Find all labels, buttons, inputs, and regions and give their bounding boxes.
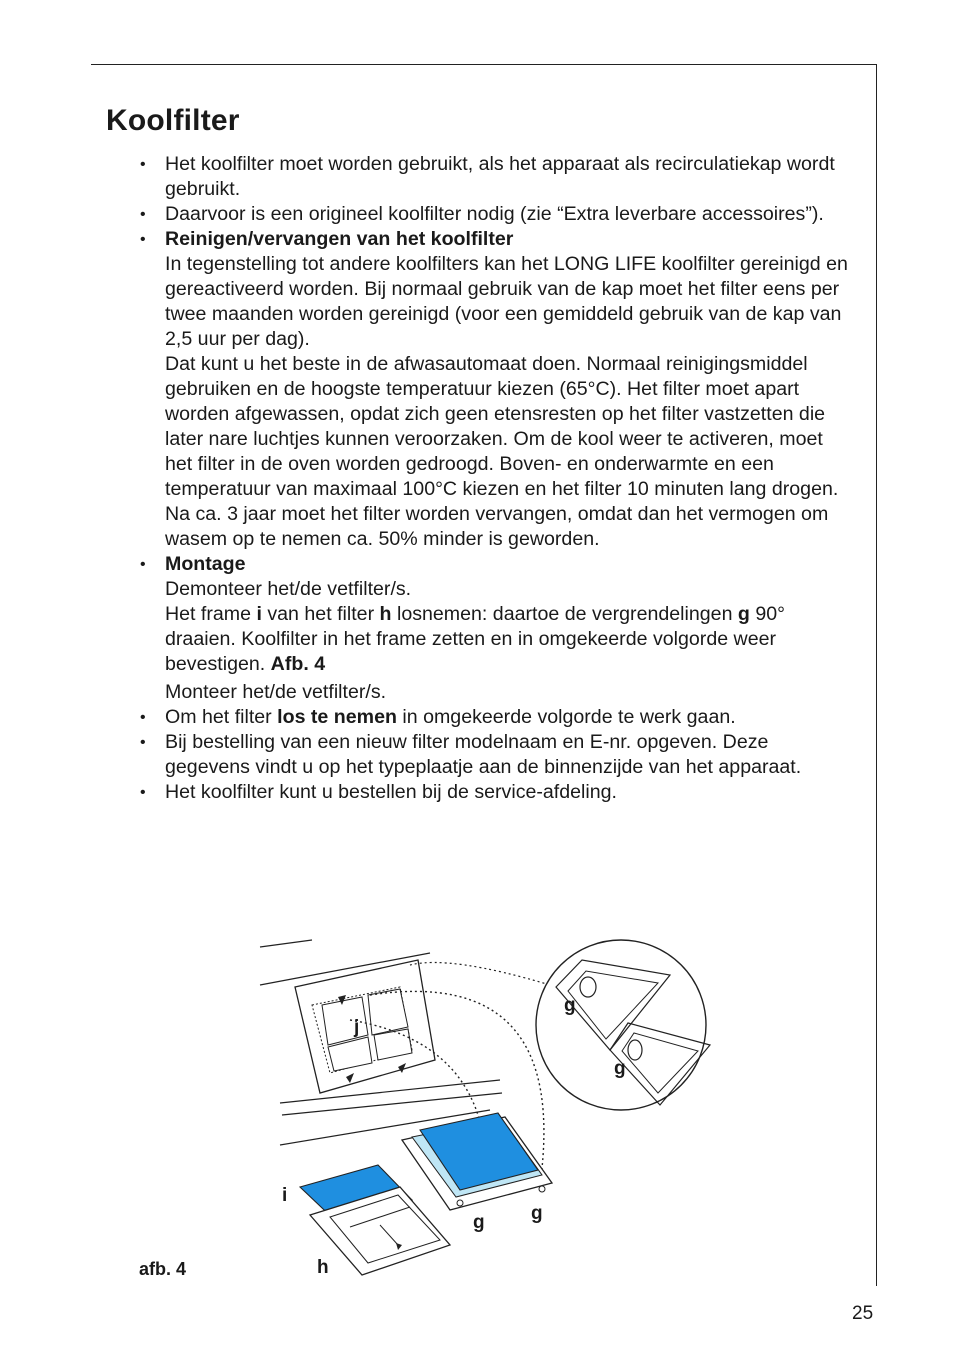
page-title: Koolfilter xyxy=(106,104,240,137)
label-i: i xyxy=(282,1185,288,1206)
label-g-2: g xyxy=(531,1203,543,1224)
label-j: j xyxy=(354,1017,360,1038)
list-item: • Om het filter los te nemen in omgekeerde volgorde te werk gaan. xyxy=(138,705,850,730)
label-g-1: g xyxy=(473,1212,485,1233)
list-item: • Het koolfilter kunt u bestellen bij de service-afdeling. xyxy=(138,780,850,805)
paragraph: Het frame i van het filter h losnemen: daartoe de vergrendelingen g 90° draaien. Koolfilter in het frame zetten en in omgekeerde volgorde weer bevestigen. Afb. 4 xyxy=(165,603,785,675)
paragraph: Monteer het/de vetfilter/s. xyxy=(165,681,387,703)
figure-filter-assembly xyxy=(250,925,720,1295)
page-number: 25 xyxy=(852,1303,874,1324)
top-rule xyxy=(91,64,877,65)
paragraph: Demonteer het/de vetfilter/s. xyxy=(165,578,412,600)
instructions xyxy=(138,152,850,805)
right-rule xyxy=(876,64,877,1286)
section-heading: Reinigen/vervangen van het koolfilter xyxy=(165,228,514,250)
figure-caption: afb. 4 xyxy=(139,1259,187,1279)
list-item: • Daarvoor is een origineel koolfilter nodig (zie “Extra leverbare accessoires”). xyxy=(138,202,850,227)
paragraph: Dat kunt u het beste in de afwasautomaat doen. Normaal reinigingsmiddel gebruiken en de hoogste temperatuur kiezen (65°C). Het filter moet apart worden afgewassen, opdat zich geen etensresten op het filter vastzetten die later nare luchtjes kunnen veroorzaken. Om de kool weer te activeren, moet het filter in de oven worden gedroogd. Boven- en onderwarmte en een temperatuur van maximaal 100°C kiezen en het filter 10 minuten lang drogen. xyxy=(165,353,839,500)
paragraph: In tegenstelling tot andere koolfilters kan het LONG LIFE koolfilter gereinigd en gereactiveerd worden. Bij normaal gebruik van de kap moet het filter eens per twee maanden worden gereinigd (voor een gemiddeld gebruik van de kap van 2,5 uur per dag). xyxy=(165,253,848,350)
section-heading: Montage xyxy=(165,553,246,575)
list-item: • Het koolfilter moet worden gebruikt, als het apparaat als recirculatiekap wordt gebruikt. xyxy=(138,152,850,202)
filter-illustration xyxy=(250,925,720,1295)
label-g-detail-1: g xyxy=(564,995,576,1016)
detail-zoom xyxy=(536,940,706,1110)
figure-reference: Afb. 4 xyxy=(270,653,326,675)
label-g-detail-2: g xyxy=(614,1058,626,1079)
list-item xyxy=(138,552,850,705)
list-item: • Bij bestelling van een nieuw filter modelnaam en E-nr. opgeven. Deze gegevens vindt u op het typeplaatje aan de binnenzijde van het apparaat. xyxy=(138,730,850,780)
list-item xyxy=(138,227,850,552)
label-h: h xyxy=(317,1257,329,1278)
paragraph: Na ca. 3 jaar moet het filter worden vervangen, omdat dan het vermogen om wasem op te nemen ca. 50% minder is geworden. xyxy=(165,503,829,550)
bullet-list xyxy=(138,152,850,805)
